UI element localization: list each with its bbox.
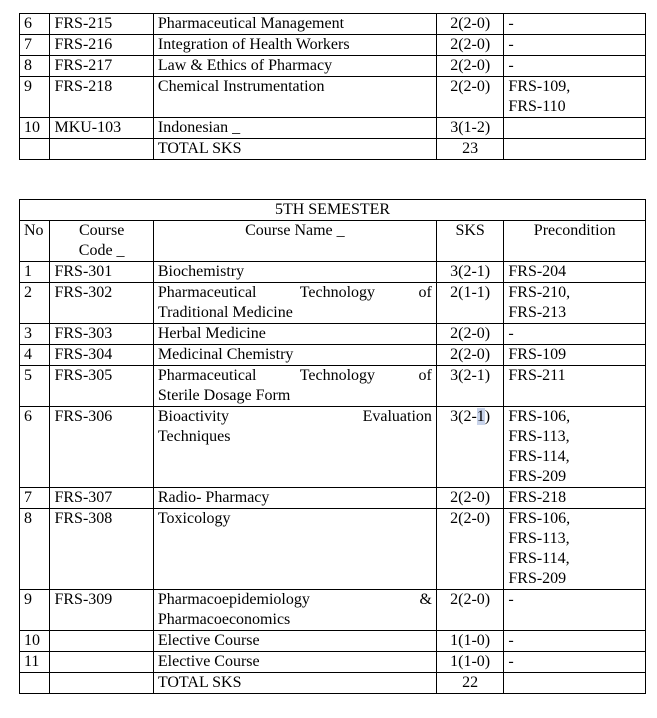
- cell-name: [153, 283, 436, 324]
- cell-code: FRS-215: [50, 14, 153, 35]
- table-row: [20, 118, 646, 139]
- cell-precondition: FRS-218: [504, 488, 646, 509]
- cell-sks: 2(1-1): [436, 283, 503, 324]
- cell-no: 3: [20, 324, 50, 345]
- header-code: Course Code _: [50, 221, 153, 262]
- cell-precondition: FRS-211: [504, 366, 646, 407]
- cell-empty: [504, 139, 646, 160]
- table-row: [20, 631, 646, 652]
- cell-name-line: Pharmaceutical Technology of: [157, 367, 432, 384]
- sks-selected-text[interactable]: 1: [476, 408, 485, 425]
- cell-no: 9: [20, 77, 50, 118]
- table-row: [20, 262, 646, 283]
- cell-name: Integration of Health Workers: [153, 35, 436, 56]
- sks-part: ): [484, 408, 491, 425]
- total-value: 23: [436, 139, 503, 160]
- header-row: [20, 221, 646, 262]
- cell-empty: [20, 139, 50, 160]
- cell-sks: 3(2-1): [436, 366, 503, 407]
- cell-no: 10: [20, 118, 50, 139]
- cell-name: [153, 590, 436, 631]
- cell-name-line: Pharmacoeconomics: [157, 611, 291, 628]
- cell-sks: 2(2-0): [436, 509, 503, 590]
- cell-code: FRS-217: [50, 56, 153, 77]
- cell-sks: 2(2-0): [436, 35, 503, 56]
- cell-no: 7: [20, 488, 50, 509]
- cell-no: 10: [20, 631, 50, 652]
- cell-sks: [436, 407, 503, 488]
- cell-no: 6: [20, 14, 50, 35]
- table-row: [20, 407, 646, 488]
- table-row: [20, 324, 646, 345]
- cell-name: Law & Ethics of Pharmacy: [153, 56, 436, 77]
- cell-precondition: FRS-109: [504, 345, 646, 366]
- cell-code: FRS-218: [50, 77, 153, 118]
- cell-precondition: -: [504, 56, 646, 77]
- cell-empty: [50, 139, 153, 160]
- cell-code: FRS-307: [50, 488, 153, 509]
- total-row: [20, 139, 646, 160]
- header-sks: SKS: [436, 221, 503, 262]
- cell-name-line: Pharmacoepidemiology &: [157, 591, 432, 608]
- cell-sks: 1(1-0): [436, 631, 503, 652]
- cell-precondition: -: [504, 35, 646, 56]
- cell-no: 8: [20, 56, 50, 77]
- cell-sks: 3(1-2): [436, 118, 503, 139]
- cell-sks: 2(2-0): [436, 14, 503, 35]
- cell-no: 1: [20, 262, 50, 283]
- cell-name: Indonesian _: [153, 118, 436, 139]
- cell-precondition: FRS-204: [504, 262, 646, 283]
- cell-sks: 2(2-0): [436, 56, 503, 77]
- cell-name: Pharmaceutical Management: [153, 14, 436, 35]
- cell-sks: 2(2-0): [436, 590, 503, 631]
- table-row: [20, 509, 646, 590]
- course-table-prev-semester: [19, 13, 646, 160]
- cell-precondition: [504, 118, 646, 139]
- header-precondition: Precondition: [504, 221, 646, 262]
- sks-part: 3(2-: [450, 408, 477, 425]
- cell-no: 11: [20, 652, 50, 673]
- table-row: [20, 56, 646, 77]
- cell-sks: 1(1-0): [436, 652, 503, 673]
- table-row: [20, 345, 646, 366]
- cell-code: FRS-301: [50, 262, 153, 283]
- cell-name: Elective Course: [153, 631, 436, 652]
- cell-name: Radio- Pharmacy: [153, 488, 436, 509]
- table-row: [20, 590, 646, 631]
- cell-name: [153, 366, 436, 407]
- cell-code: FRS-308: [50, 509, 153, 590]
- cell-code: [50, 631, 153, 652]
- total-label: TOTAL SKS: [153, 139, 436, 160]
- total-value: 22: [436, 673, 503, 694]
- cell-name: Biochemistry: [153, 262, 436, 283]
- cell-code: FRS-216: [50, 35, 153, 56]
- cell-code: FRS-303: [50, 324, 153, 345]
- cell-no: 2: [20, 283, 50, 324]
- total-label: TOTAL SKS: [153, 673, 436, 694]
- table-row: [20, 488, 646, 509]
- table-row: [20, 652, 646, 673]
- table-row: [20, 77, 646, 118]
- cell-empty: [50, 673, 153, 694]
- cell-code: FRS-309: [50, 590, 153, 631]
- cell-precondition: -: [504, 631, 646, 652]
- cell-sks: 2(2-0): [436, 77, 503, 118]
- cell-name-line: Sterile Dosage Form: [157, 387, 291, 404]
- cell-name: Medicinal Chemistry: [153, 345, 436, 366]
- cell-sks: 2(2-0): [436, 324, 503, 345]
- table-row: [20, 14, 646, 35]
- cell-name: Herbal Medicine: [153, 324, 436, 345]
- course-table-semester-5: [19, 199, 646, 694]
- cell-sks: 2(2-0): [436, 345, 503, 366]
- cell-sks: 2(2-0): [436, 488, 503, 509]
- cell-precondition: FRS-210, FRS-213: [504, 283, 646, 324]
- table-row: [20, 366, 646, 407]
- cell-code: FRS-306: [50, 407, 153, 488]
- cell-precondition: FRS-106, FRS-113, FRS-114, FRS-209: [504, 407, 646, 488]
- cell-name: Toxicology: [153, 509, 436, 590]
- semester-title-row: [20, 200, 646, 221]
- cell-name: Chemical Instrumentation: [153, 77, 436, 118]
- cell-name-line: Techniques: [157, 428, 231, 445]
- cell-no: 4: [20, 345, 50, 366]
- cell-code: FRS-302: [50, 283, 153, 324]
- cell-code: [50, 652, 153, 673]
- cell-name-line: Bioactivity Evaluation: [157, 408, 432, 425]
- total-row: [20, 673, 646, 694]
- cell-name: Elective Course: [153, 652, 436, 673]
- cell-precondition: FRS-106, FRS-113, FRS-114, FRS-209: [504, 509, 646, 590]
- table-row: [20, 35, 646, 56]
- cell-sks: 3(2-1): [436, 262, 503, 283]
- cell-name-line: Traditional Medicine: [157, 304, 293, 321]
- cell-precondition: -: [504, 590, 646, 631]
- cell-no: 8: [20, 509, 50, 590]
- semester-title: 5TH SEMESTER: [20, 200, 646, 221]
- cell-code: MKU-103: [50, 118, 153, 139]
- cell-no: 7: [20, 35, 50, 56]
- cell-precondition: FRS-109, FRS-110: [504, 77, 646, 118]
- cell-code: FRS-305: [50, 366, 153, 407]
- cell-no: 5: [20, 366, 50, 407]
- cell-precondition: -: [504, 324, 646, 345]
- cell-code: FRS-304: [50, 345, 153, 366]
- cell-name-line: Pharmaceutical Technology of: [157, 284, 432, 301]
- cell-no: 9: [20, 590, 50, 631]
- cell-empty: [504, 673, 646, 694]
- cell-precondition: -: [504, 652, 646, 673]
- cell-name: [153, 407, 436, 488]
- cell-no: 6: [20, 407, 50, 488]
- header-name: Course Name _: [153, 221, 436, 262]
- cell-precondition: -: [504, 14, 646, 35]
- table-row: [20, 283, 646, 324]
- cell-empty: [20, 673, 50, 694]
- header-no: No: [20, 221, 50, 262]
